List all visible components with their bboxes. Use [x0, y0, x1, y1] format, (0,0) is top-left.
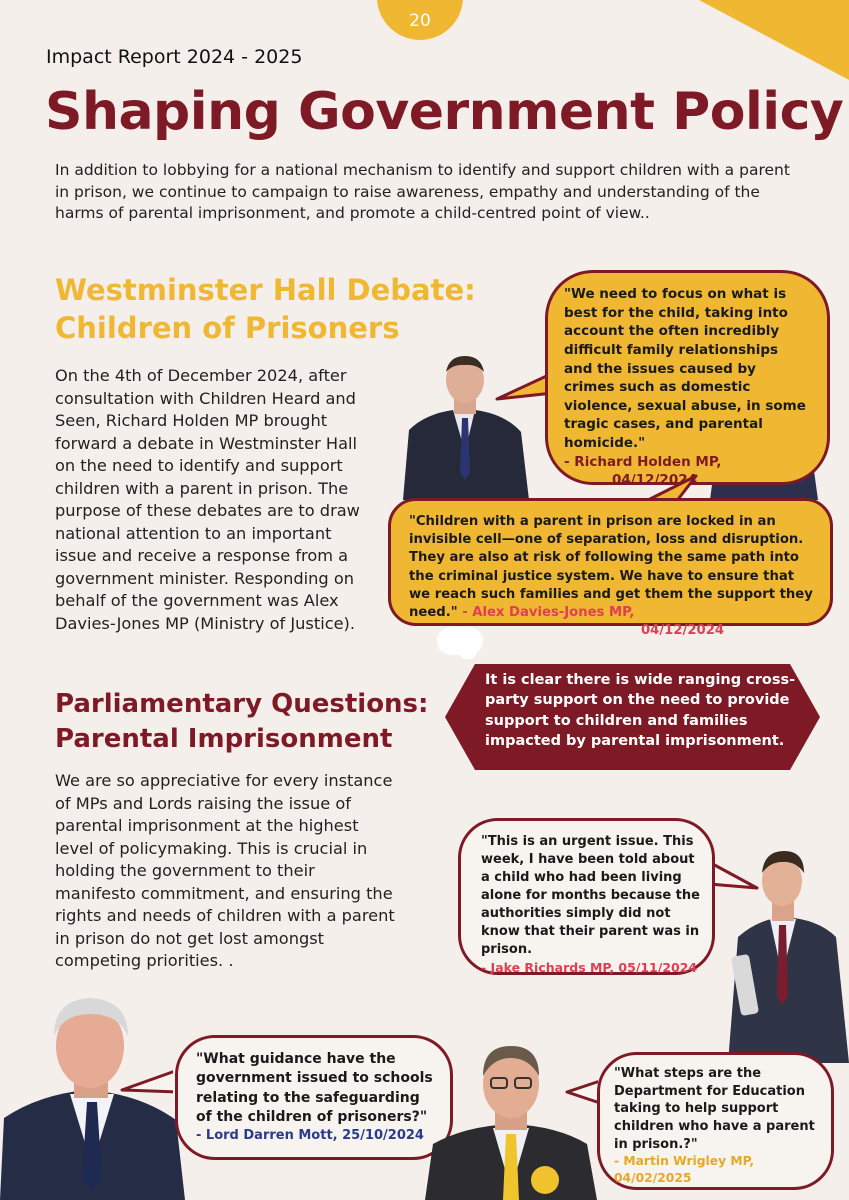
quote-holden-text: "We need to focus on what is best for the child, taking into account the often incredibly difficult family relationships and the issues caused by crimes such as domestic violence, sexual abuse, in some tragic cases, and parental homicide.": [564, 286, 806, 451]
quote-richards-attribution: - Jake Richards MP, 05/11/2024: [481, 959, 698, 975]
martin-wrigley-photo: [425, 1040, 597, 1200]
intro-paragraph: In addition to lobbying for a national mechanism to identify and support children with a parent in prison, we continue to campaign to raise awareness, empathy and understanding of the harms of parental imprisonment, and promote a child-centred point of view..: [55, 161, 790, 223]
quote-richards-text: "This is an urgent issue. This week, I have been told about a child who had been living alone for months because the authorities simply did not know that their parent was in prison.: [481, 834, 700, 957]
page-title: Shaping Government Policy: [45, 82, 844, 142]
quote-holden-date: 04/12/2024: [612, 472, 698, 489]
thought-cloud-small: [460, 648, 476, 659]
callout-text: It is clear there is wide ranging cross-party support on the need to provide support to children and families impacted by parental imprisonment.: [485, 672, 796, 749]
quote-bubble-wrigley: [597, 1052, 834, 1190]
page-number-badge: [377, 0, 463, 40]
westminster-heading: [55, 272, 485, 347]
report-label: Impact Report 2024 - 2025: [46, 46, 303, 68]
quote-wrigley-attribution: - Martin Wrigley MP, 04/02/2025: [614, 1154, 755, 1186]
page-number: 20: [409, 11, 431, 31]
jake-richards-photo: [718, 845, 849, 1063]
quote-davies-jones-attribution: - Alex Davies-Jones MP,: [457, 605, 635, 621]
quote-davies-jones-text: "Children with a parent in prison are locked in an invisible cell—one of separation, loss and disruption. They are also at risk of following the same path into the criminal justice system. We have to ensure that we reach such families and get them the support they need.": [409, 514, 813, 621]
westminster-heading-line1: Westminster Hall Debate:: [55, 273, 476, 307]
corner-decoration: [699, 0, 849, 80]
quote-bubble-davies-jones: [388, 498, 833, 639]
quote-bubble-richards: [458, 818, 715, 975]
quote-bubble-mott: [175, 1035, 453, 1160]
quote-holden-attribution: - Richard Holden MP,: [564, 453, 722, 470]
bubble-tail-mott: [120, 1066, 180, 1102]
parliamentary-body: We are so appreciative for every instance of MPs and Lords raising the issue of parental imprisonment at the highest level of policymaking. This is crucial in holding the government to their manifesto commitment, and ensuring the rights and needs of children with a parent in prison do not get lost amongst competing priorities. .: [55, 771, 395, 971]
westminster-body: On the 4th of December 2024, after consultation with Children Heard and Seen, Richard Holden MP brought forward a debate in Westminster Hall on the need to identify and support children with a parent in prison. The purpose of these debates are to draw national attention to an important issue and receive a response from a government minister. Responding on behalf of the government was Alex Davies-Jones MP (Ministry of Justice).: [55, 366, 360, 633]
parliamentary-heading: [55, 687, 445, 757]
quote-mott-text: "What guidance have the government issued to schools relating to the safeguarding of the children of prisoners?": [196, 1051, 433, 1125]
cross-party-callout: [445, 664, 820, 770]
quote-bubble-holden: [545, 270, 830, 489]
westminster-heading-line2: Children of Prisoners: [55, 310, 400, 345]
parliamentary-heading-line2: Parental Imprisonment: [55, 724, 393, 755]
quote-davies-jones-date: 04/12/2024: [641, 623, 725, 639]
quote-wrigley-text: "What steps are the Department for Education taking to help support children who have a parent in prison.?": [614, 1066, 815, 1152]
parliamentary-heading-line1: Parliamentary Questions:: [55, 689, 429, 719]
quote-mott-attribution: - Lord Darren Mott, 25/10/2024: [196, 1128, 424, 1144]
